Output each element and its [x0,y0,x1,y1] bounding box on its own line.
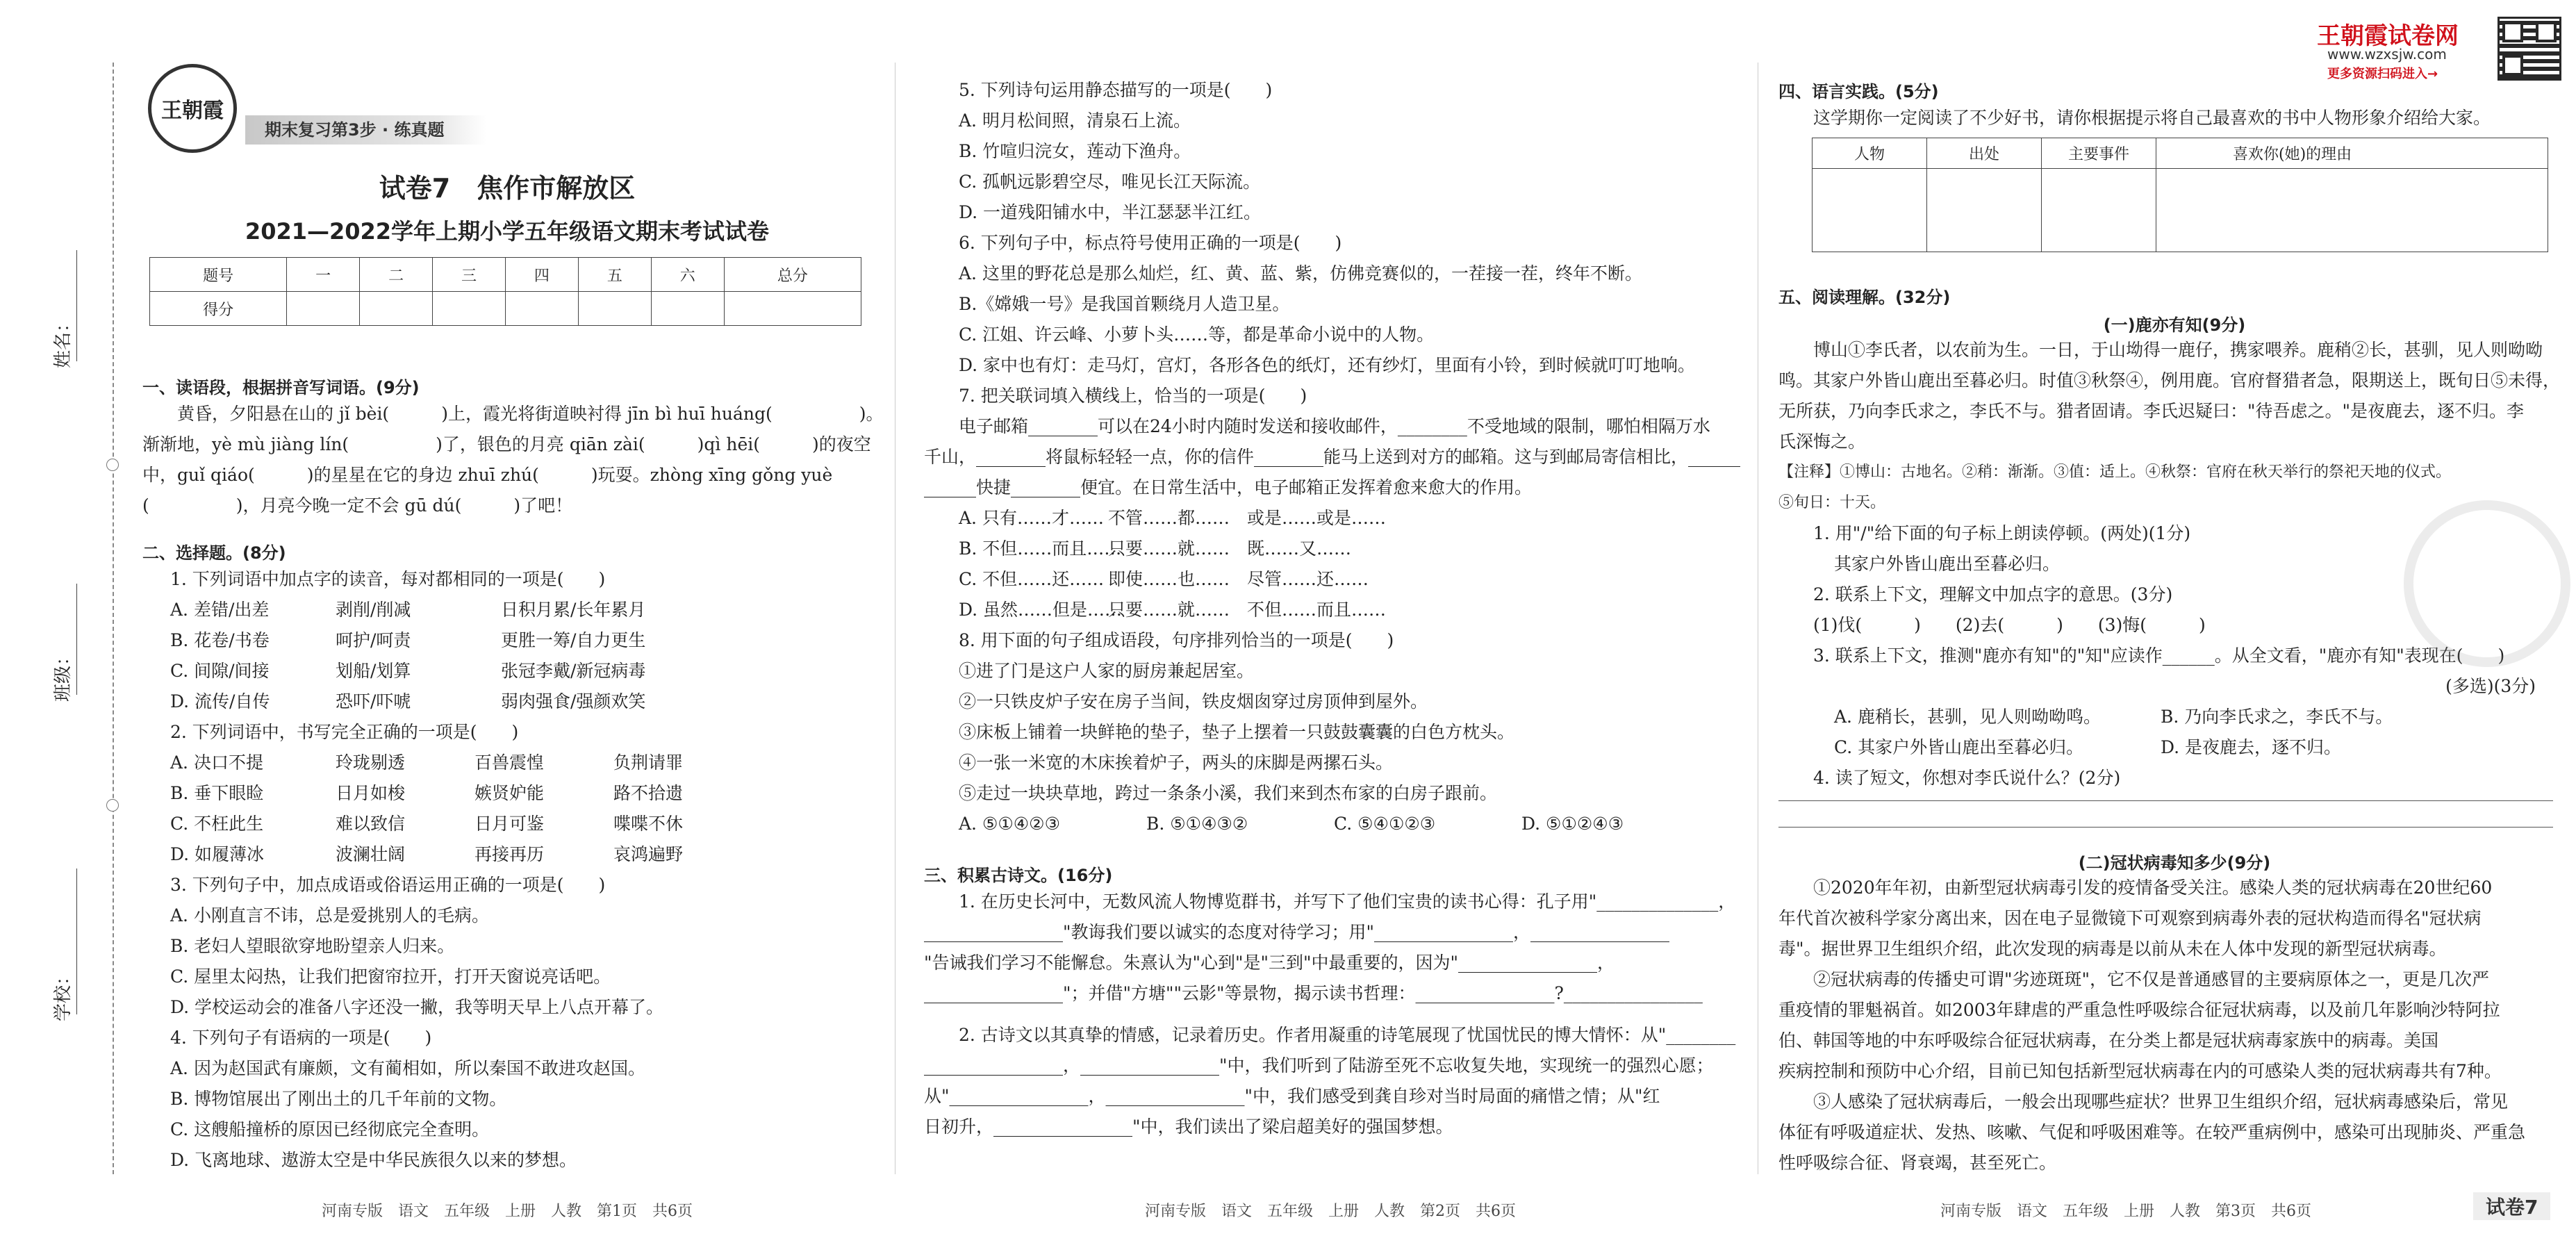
page-3 [1778,0,2570,1243]
section-5-title: 五、阅读理解。(32分) [1778,288,1951,307]
table-header-cell: 主要事件 [2042,138,2156,169]
option-cell: 再接再历 [474,844,545,864]
question-5 [959,75,1272,228]
school-label: 学校： [53,966,74,1021]
page-footer: 河南专版 语文 五年级 上册 人教 第1页 共6页 [322,1203,693,1220]
option[interactable]: A. 这里的野花总是那么灿烂，红、黄、蓝、紫，仿佛竞赛似的，一茬接一茬，终年不断。 [959,263,1642,283]
option-cell: 不管……都…… [1108,508,1230,528]
reading-1-notes [1778,457,2451,518]
option-cell: C. 其家户外皆山鹿出至暮必归。 [1834,737,2084,757]
paper-title: 试卷7 焦作市解放区 [379,173,636,204]
option-row[interactable] [959,564,1740,595]
reading-1-text [1778,335,2560,457]
option-cell: A. 鹿稍长，甚驯，见人则呦呦鸣。 [1834,707,2101,727]
binding-line [113,63,114,1174]
sentence-item: ①进了门是这户人家的厨房兼起居室。 [959,661,1255,681]
poetry-question-1 [924,887,1735,1009]
question-8 [959,625,1624,839]
option[interactable]: B. 竹喧归浣女，莲动下渔舟。 [959,141,1191,161]
passage-line: 鸣。其家户外皆山鹿出至暮必归。时值③秋祭④，例用鹿。官府督猎者急，限期送上，既旬日⑤未得， [1778,370,2561,390]
class-blank-line [76,584,77,695]
option-cell: 恐吓/吓唬 [336,691,411,711]
section-1-title: 一、读语段，根据拼音写词语。(9分) [142,378,420,397]
option[interactable]: B.《嫦娥一号》是我国首颗绕月人造卫星。 [959,294,1290,314]
page-1 [142,0,884,1243]
option-row[interactable] [959,534,1740,564]
poetry-question-2 [924,1020,1735,1142]
option[interactable]: A. 明月松间照，清泉石上流。 [959,110,1191,131]
reading-2-title: (二)冠状病毒知多少(9分) [2078,853,2271,873]
answer-cell[interactable] [2156,169,2548,252]
option-cell: 负荆请罪 [613,752,684,773]
sentence-item: ④一张一米宽的木床挨着炉子，两头的床脚是两摞石头。 [959,752,1394,773]
fill-blank-line: 电子邮箱________可以在24小时内随时发送和接收邮件，________不受地域的限制，哪怕相隔万水 [959,416,1710,436]
option-cell: B. 垂下眼睑 [170,783,264,803]
brand-logo-badge [148,64,237,153]
option-cell: 划船/划算 [336,661,411,681]
book-character-table [1812,138,2548,252]
score-cell[interactable] [433,292,506,326]
table-header-cell: 人物 [1813,138,1927,169]
fill-blank-line: ________________"教诲我们要以诚实的态度对待学习；用"________________，________________ [924,922,1669,942]
score-header-cell: 一 [287,258,360,292]
option-row[interactable] [170,625,645,656]
option[interactable]: C. 孤帆远影碧空尽，唯见长江天际流。 [959,172,1261,192]
class-label: 班级： [53,647,74,702]
question-stem: 7. 把关联词填入横线上，恰当的一项是( ) [959,386,1307,406]
page-2 [924,0,1741,1243]
option-cell: D. 虽然……但是…… [959,600,1123,620]
option-cell: 玲珑剔透 [336,752,406,773]
name-label: 姓名： [53,313,74,368]
question-2 [170,717,683,870]
score-table-header-row [150,258,861,292]
option-cell: A. ⑤①④②③ [959,814,1061,834]
passage-line: 伯、韩国等地的中东呼吸综合征冠状病毒，在分类上都是冠状病毒家族中的病毒。美国 [1778,1030,2439,1051]
passage-line: 年代首次被科学家分离出来，因在电子显微镜下可观察到病毒外表的冠状构造而得名"冠状病 [1778,908,2482,928]
question-stem: 8. 用下面的句子组成语段，句序排列恰当的一项是( ) [959,630,1394,650]
score-cell[interactable] [287,292,360,326]
passage-line: 性呼吸综合征、肾衰竭，甚至死亡。 [1778,1153,2057,1173]
option-cell: 既……又…… [1247,538,1352,559]
answer-line[interactable] [1778,827,2553,828]
option[interactable]: D. 家中也有灯：走马灯，宫灯，各形各色的纸灯，还有纱灯，里面有小铃，到时候就叮叮地响。 [959,355,1696,375]
score-cell[interactable] [578,292,651,326]
option[interactable]: C. 江姐、许云峰、小萝卜头……等，都是革命小说中的人物。 [959,324,1435,345]
score-header-cell: 题号 [150,258,287,292]
passage-line: 毒"。据世界卫生组织介绍，此次发现的病毒是以前从未在人体中发现的新型冠状病毒。 [1778,939,2447,959]
review-tag: 期末复习第3步 · 练真题 [245,115,486,145]
option-cell: C. 不但……还…… [959,569,1105,589]
brand-url: www.wzxsjw.com [2327,46,2447,63]
passage-line: 渐渐地，yè mù jiàng lín( )了，银色的月亮 qiān zài( )qì hēi( )的夜空 [142,434,871,454]
fill-blank-line: 从"________________，________________"中，我们感受到龚自珍对当时局面的痛惜之情；从"红 [924,1086,1660,1106]
option-cell: C. 间隙/间接 [170,661,270,681]
table-header-row [1813,138,2548,169]
brand-name: 王朝霞试卷网 [2317,22,2459,50]
option-cell: 更胜一筹/自力更生 [501,630,646,650]
score-header-cell: 五 [578,258,651,292]
paper-subtitle: 2021—2022学年上期小学五年级语文期末考试试卷 [245,218,770,245]
option-cell: D. 流传/自传 [170,691,270,711]
option-cell: 呵护/呵责 [336,630,411,650]
option-row[interactable] [170,656,645,686]
reading-2-text [1778,873,2525,1178]
question-note: (多选)(3分) [2445,676,2536,696]
note-line: ⑤旬日：十天。 [1778,494,1886,511]
page-footer: 河南专版 语文 五年级 上册 人教 第3页 共6页 [1940,1203,2311,1220]
option-cell: 日月如梭 [336,783,406,803]
option-cell: D. 如履薄冰 [170,844,265,864]
option-cell: 百兽震惶 [474,752,545,773]
fill-blank-line: 千山，________将鼠标轻轻一点，你的信件________能马上送到对方的邮箱。这与到邮局寄信相比，______ [924,447,1741,467]
brand-logo-mark: 王朝霞 [161,99,224,123]
option[interactable]: D. 飞离地球、遨游太空是中华民族很久以来的梦想。 [170,1150,577,1170]
option-cell: 尽管……还…… [1247,569,1369,589]
fill-blank-line: "告诫我们学习不能懈怠。朱熹认为"心到"是"三到"中最重要的，因为"________________， [924,953,1615,973]
option-cell: 只要……就…… [1108,600,1230,620]
option[interactable]: A. 因为赵国武有廉颇，文有蔺相如，所以秦国不敢进攻赵国。 [170,1058,645,1078]
option-cell: B. ⑤①④③② [1146,814,1248,834]
option-cell: 难以致信 [336,814,406,834]
option-cell: B. 乃向李氏求之，李氏不与。 [2161,707,2393,727]
option-cell: D. ⑤①②④③ [1521,814,1624,834]
passage-line: ②冠状病毒的传播史可谓"劣迹斑斑"，它不仅是普通感冒的主要病原体之一，更是几次严 [1813,969,2490,989]
option-cell: 即使……也…… [1108,569,1230,589]
option[interactable]: D. 学校运动会的准备八字还没一撇，我等明天早上八点开幕了。 [170,997,664,1017]
option-row[interactable] [170,839,683,870]
question-blanks[interactable]: (1)伐( ) (2)去( ) (3)悔( ) [1813,615,2206,635]
option-cell: 波澜壮阔 [336,844,406,864]
page-footer: 河南专版 语文 五年级 上册 人教 第2页 共6页 [1145,1203,1516,1220]
option-cell: 或是……或是…… [1247,508,1387,528]
score-row-label: 得分 [150,292,287,326]
passage-line: 重疫情的罪魁祸首。如2003年肆虐的严重急性呼吸综合征冠状病毒，以及前几年影响沙特阿拉 [1778,1000,2500,1020]
name-blank-line [76,250,77,361]
section-4-title: 四、语言实践。(5分) [1778,82,1939,101]
passage-line: 中，guǐ qiáo( )的星星在它的身边 zhuī zhú( )玩耍。zhòng xīng gǒng yuè [142,465,833,485]
option-row[interactable] [959,503,1740,534]
option-row[interactable] [170,595,645,625]
option-row[interactable] [170,686,645,717]
option[interactable]: C. 屋里太闷热，让我们把窗帘拉开，打开天窗说亮话吧。 [170,966,611,987]
section-2-title: 二、选择题。(8分) [142,543,286,563]
fill-blank-line: ________________"；并借"方塘""云影"等景物，揭示读书哲理：________________?________________ [924,983,1703,1003]
option-cell: 只要……就…… [1108,538,1230,559]
question-stem: 2. 下列词语中，书写完全正确的一项是( ) [170,722,519,742]
score-header-cell: 二 [360,258,433,292]
score-cell[interactable] [651,292,724,326]
brand-subtext: 更多资源扫码进入→ [2327,67,2438,81]
question-sentence: 其家户外皆山鹿出至暮必归。 [1834,554,2061,574]
question-stem: 4. 读了短文，你想对李氏说什么？(2分) [1813,768,2121,788]
passage-line: ①2020年年初，由新型冠状病毒引发的疫情备受关注。感染人类的冠状病毒在20世纪60 [1813,878,2493,898]
option-cell: 不但……而且…… [1247,600,1387,620]
score-header-cell: 三 [433,258,506,292]
fill-blank-line: ______快捷________便宜。在日常生活中，电子邮箱正发挥着愈来愈大的作用。 [924,477,1533,497]
option-cell: 路不拾遗 [613,783,684,803]
passage-line: ( )，月亮今晚一定不会 gū dú( )了吧！ [142,495,573,516]
fill-blank-line: ________________，________________"中，我们听到了陆游至死不忘收复失地，实现统一的强烈心愿； [924,1055,1714,1076]
option-cell: C. 不枉此生 [170,814,264,834]
option[interactable]: D. 一道残阳铺水中，半江瑟瑟半江红。 [959,202,1262,222]
question-stem: 5. 下列诗句运用静态描写的一项是( ) [959,80,1273,100]
question-stem: 3. 下列句子中，加点成语或俗语运用正确的一项是( ) [170,875,606,895]
answer-line[interactable] [1778,800,2553,801]
option-cell: 喋喋不休 [613,814,684,834]
answer-cell[interactable] [2042,169,2156,252]
section-3-title: 三、积累古诗文。(16分) [924,866,1113,885]
score-cell[interactable] [360,292,433,326]
sentence-item: ③床板上铺着一块鲜艳的垫子，垫子上摆着一只鼓鼓囊囊的白色方枕头。 [959,722,1515,742]
section-1-passage [142,399,884,521]
question-stem: 6. 下列句子中，标点符号使用正确的一项是( ) [959,233,1342,253]
qr-code-icon[interactable] [2497,17,2561,81]
option-row[interactable] [170,748,683,778]
option-cell: B. 不但……而且…… [959,538,1122,559]
school-blank-line [76,869,77,1014]
option[interactable]: C. 这艘船撞桥的原因已经彻底完全查明。 [170,1119,490,1139]
option-row[interactable] [170,778,683,809]
question-stem: 3. 联系上下文，推测"鹿亦有知"的"知"应读作______。从全文看，"鹿亦有知"表现在( ) [1813,645,2505,666]
fill-blank-line: 2. 古诗文以其真挚的情感，记录着历史。作者用凝重的诗笔展现了忧国忧民的博大情怀：从"________ [959,1025,1736,1045]
option-cell: 日月可鉴 [474,814,545,834]
answer-cell[interactable] [1927,169,2042,252]
option-cell: B. 花卷/书卷 [170,630,270,650]
score-header-cell: 总分 [724,258,861,292]
question-stem: 4. 下列句子有语病的一项是( ) [170,1028,432,1048]
option-cell: 剥削/削减 [336,600,411,620]
passage-line: 黄昏，夕阳悬在山的 jǐ bèi( )上，霞光将街道映衬得 jīn bì huī huáng( )。 [177,404,884,424]
fill-blank-line: 1. 在历史长河中，无数风流人物博览群书，并写下了他们宝贵的读书心得：孔子用"______________， [959,891,1736,912]
passage-line: 疾病控制和预防中心介绍，目前已知包括新型冠状病毒在内的可感染人类的冠状病毒共有7种。 [1778,1061,2502,1081]
sentence-item: ⑤走过一块块草地，跨过一条条小溪，我们来到杰布家的白房子跟前。 [959,783,1498,803]
score-table-score-row [150,292,861,326]
passage-line: 氏深悔之。 [1778,431,1866,452]
option-cell: 嫉贤妒能 [474,783,545,803]
fill-blank-line: 日初升，________________"中，我们读出了梁启超美好的强国梦想。 [924,1117,1453,1137]
score-header-cell: 四 [505,258,578,292]
option[interactable]: B. 博物馆展出了刚出土的几千年前的文物。 [170,1089,507,1109]
option-cell: 日积月累/长年累月 [501,600,646,620]
option-cell: A. 只有……才…… [959,508,1104,528]
question-1 [170,564,645,717]
answer-cell[interactable] [1813,169,1927,252]
score-cell[interactable] [505,292,578,326]
option-cell: 哀鸿遍野 [613,844,684,864]
score-cell[interactable] [724,292,861,326]
table-row [1813,169,2548,252]
binding-hole-1 [106,459,119,471]
note-line: 【注释】①博山：古地名。②稍：渐渐。③值：适上。④秋祭：官府在秋天举行的祭祀天地的仪式。 [1778,463,2452,481]
binding-hole-2 [106,799,119,812]
question-3 [170,870,663,1023]
option-row[interactable] [959,809,1624,839]
passage-line: 博山①李氏者，以农前为生。一日，于山坳得一鹿仔，携家喂养。鹿稍②长，甚驯，见人则呦呦 [1813,340,2543,360]
reading-1-title: (一)鹿亦有知(9分) [2103,315,2246,335]
section-4-intro: 这学期你一定阅读了不少好书，请你根据提示将自己最喜欢的书中人物形象介绍给大家。 [1813,108,2491,128]
option-cell: 弱肉强食/强颜欢笑 [501,691,646,711]
question-stem: 1. 用"/"给下面的句子标上朗读停顿。(两处)(1分) [1813,523,2191,543]
passage-line: ③人感染了冠状病毒后，一般会出现哪些症状？世界卫生组织介绍，冠状病毒感染后，常见 [1813,1092,2509,1112]
table-header-cell: 出处 [1927,138,2042,169]
option-cell: C. ⑤④①②③ [1334,814,1436,834]
option[interactable]: B. 老妇人望眼欲穿地盼望亲人归来。 [170,936,455,956]
passage-line: 体征有呼吸道症状、发热、咳嗽、气促和呼吸困难等。在较严重病例中，感染可出现肺炎、严重急 [1778,1122,2526,1142]
option[interactable]: A. 小刚直言不讳，总是爱挑别人的毛病。 [170,905,489,925]
option-row[interactable] [1813,702,2536,732]
option-cell: A. 差错/出差 [170,600,270,620]
score-header-cell: 六 [651,258,724,292]
question-7 [924,381,1741,625]
question-6 [959,228,1695,381]
question-stem: 2. 联系上下文，理解文中加点字的意思。(3分) [1813,584,2173,604]
option-row[interactable] [959,595,1740,625]
option-cell: A. 决口不提 [170,752,263,773]
question-4 [170,1023,645,1176]
option-cell: 张冠李戴/新冠病毒 [501,661,646,681]
question-stem: 1. 下列词语中加点字的读音，每对都相同的一项是( ) [170,569,606,589]
option-cell: D. 是夜鹿去，逐不归。 [2161,737,2342,757]
table-header-cell: 喜欢你(她)的理由 [2156,138,2548,169]
option-row[interactable] [1813,732,2536,763]
paper-tab-label: 试卷7 [2473,1192,2550,1220]
sentence-item: ②一只铁皮炉子安在房子当间，铁皮烟囱穿过房顶伸到屋外。 [959,691,1428,711]
watermark-seal-icon [2404,500,2570,667]
score-table [149,257,861,326]
passage-line: 无所获，乃向李氏求之，李氏不与。猎者固请。李氏迟疑曰："待吾虑之。"是夜鹿去，逐不归。李 [1778,401,2525,421]
option-row[interactable] [170,809,683,839]
